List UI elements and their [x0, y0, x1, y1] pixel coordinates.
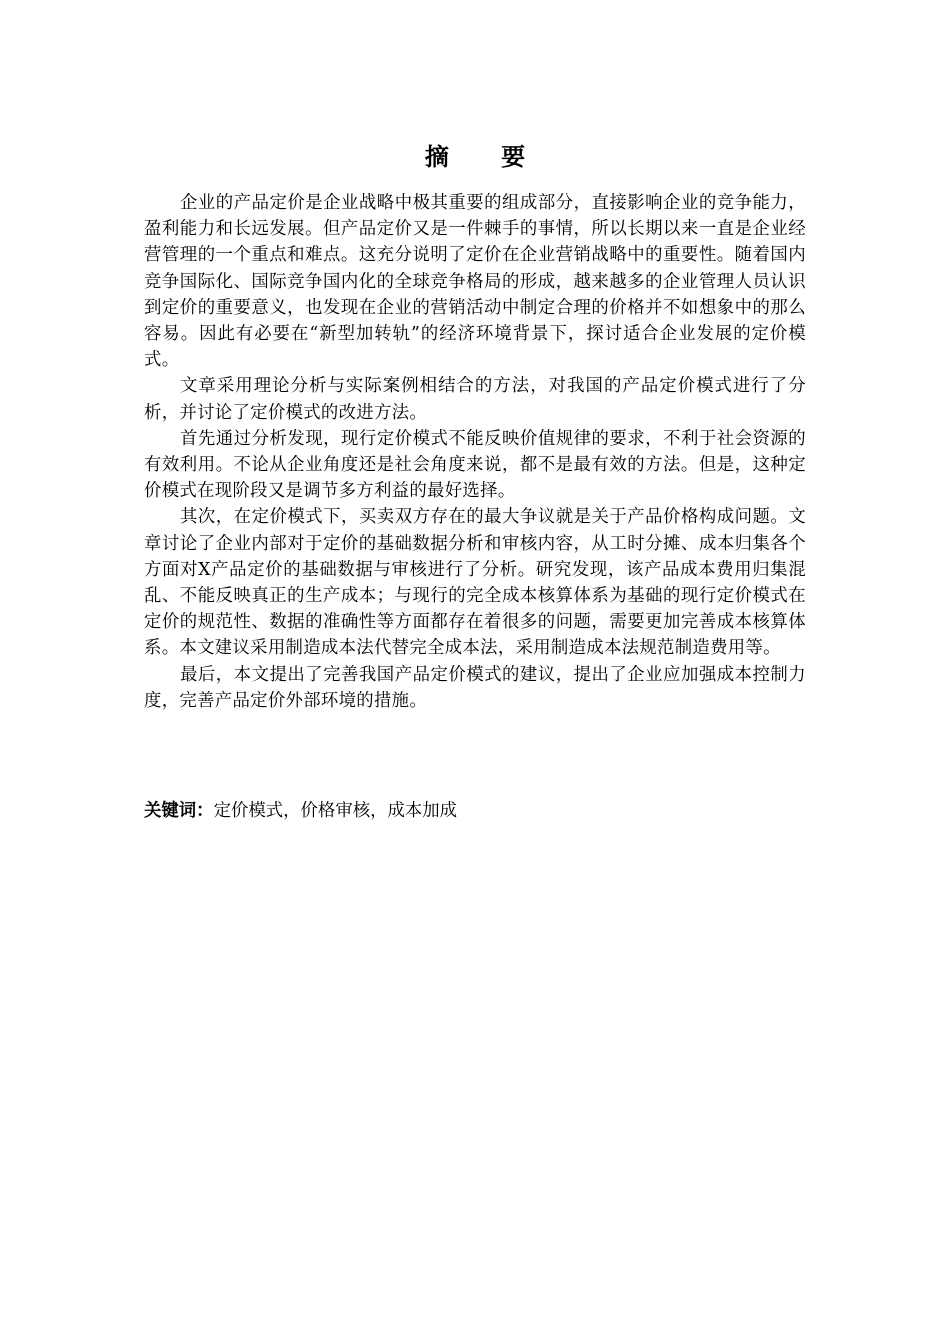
abstract-body [144, 190, 806, 714]
abstract-paragraph-4: 其次，在定价模式下，买卖双方存在的最大争议就是关于产品价格构成问题。文章讨论了企业内部对于定价的基础数据分析和审核内容，从工时分摊、成本归集各个方面对X产品定价的基础数据与审核进行了分析。研究发现，该产品成本费用归集混乱、不能反映真正的生产成本；与现行的完全成本核算体系为基础的现行定价模式在定价的规范性、数据的准确性等方面都存在着很多的问题，需要更加完善成本核算体系。本文建议采用制造成本法代替完全成本法，采用制造成本法规范制造费用等。 [144, 507, 806, 659]
abstract-title: 摘 要 [424, 143, 548, 171]
keywords-line [144, 798, 806, 824]
abstract-paragraph-1: 企业的产品定价是企业战略中极其重要的组成部分，直接影响企业的竞争能力，盈利能力和长远发展。但产品定价又是一件棘手的事情，所以长期以来一直是企业经营管理的一个重点和难点。这充分说明了定价在企业营销战略中的重要性。随着国内竞争国际化、国际竞争国内化的全球竞争格局的形成，越来越多的企业管理人员认识到定价的重要意义，也发现在企业的营销活动中制定合理的价格并不如想象中的那么容易。因此有必要在“新型加转轨”的经济环境背景下，探讨适合企业发展的定价模式。 [144, 193, 806, 371]
abstract-paragraph-5: 最后，本文提出了完善我国产品定价模式的建议，提出了企业应加强成本控制力度，完善产品定价外部环境的措施。 [144, 664, 806, 711]
keywords-value: 定价模式，价格审核，成本加成 [213, 801, 458, 821]
keywords-label: 关键词： [144, 801, 214, 821]
abstract-paragraph-2: 文章采用理论分析与实际案例相结合的方法，对我国的产品定价模式进行了分析，并讨论了定价模式的改进方法。 [144, 376, 806, 423]
abstract-paragraph-3: 首先通过分析发现，现行定价模式不能反映价值规律的要求，不利于社会资源的有效利用。不论从企业角度还是社会角度来说，都不是最有效的方法。但是，这种定价模式在现阶段又是调节多方利益的最好选择。 [144, 428, 806, 502]
